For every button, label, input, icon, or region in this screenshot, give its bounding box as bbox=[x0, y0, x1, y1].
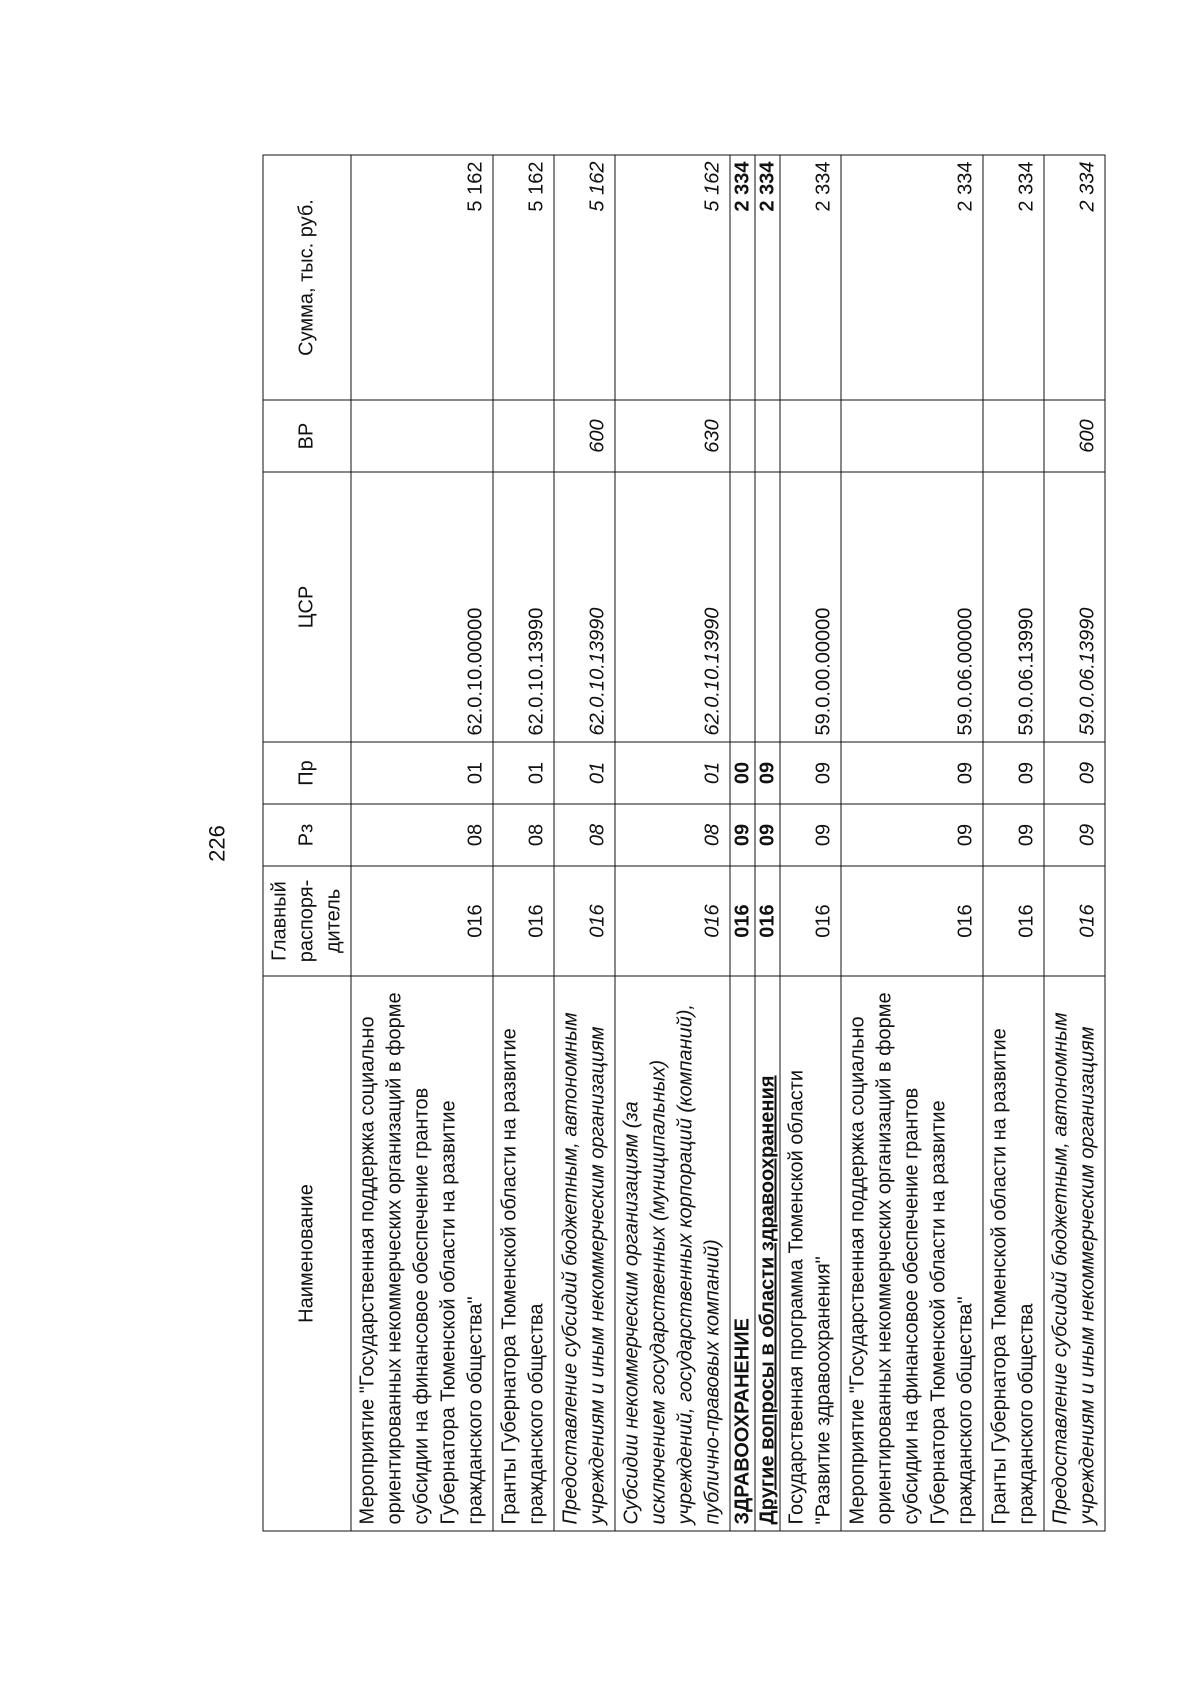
row-vr bbox=[841, 400, 983, 472]
row-rz: 08 bbox=[554, 804, 615, 866]
row-glav: 016 bbox=[493, 866, 554, 976]
row-name: Мероприятие "Государственная поддержка социально ориентированных некоммерческих организаций в форме субсидии на финансовое обеспечение грантов Губернатора Тюменской области на развитие гражданского общества" bbox=[351, 976, 493, 1531]
row-sum: 2 334 bbox=[755, 155, 780, 400]
row-rz: 09 bbox=[780, 804, 841, 866]
table-row bbox=[755, 155, 780, 1531]
table-row bbox=[493, 155, 554, 1531]
header-name: Наименование bbox=[263, 976, 351, 1531]
row-glav: 016 bbox=[554, 866, 615, 976]
row-pr: 01 bbox=[351, 742, 493, 804]
row-vr bbox=[351, 400, 493, 472]
row-rz: 09 bbox=[1044, 804, 1105, 866]
table-row bbox=[730, 155, 755, 1531]
table-row bbox=[615, 155, 730, 1531]
row-sum: 2 334 bbox=[780, 155, 841, 400]
row-vr bbox=[983, 400, 1044, 472]
table-row bbox=[841, 155, 983, 1531]
row-name: Гранты Губернатора Тюменской области на развитие гражданского общества bbox=[983, 976, 1044, 1531]
row-rz: 09 bbox=[730, 804, 755, 866]
row-name: Государственная программа Тюменской области "Развитие здравоохранения" bbox=[780, 976, 841, 1531]
row-rz: 09 bbox=[755, 804, 780, 866]
row-vr: 630 bbox=[615, 400, 730, 472]
row-csr: 59.0.00.00000 bbox=[780, 472, 841, 742]
table-row bbox=[983, 155, 1044, 1531]
row-csr: 59.0.06.00000 bbox=[841, 472, 983, 742]
page-number: 226 bbox=[204, 825, 230, 862]
header-sum: Сумма, тыс. руб. bbox=[263, 155, 351, 400]
row-csr bbox=[730, 472, 755, 742]
header-glav: Главный распоря-дитель bbox=[263, 866, 351, 976]
row-pr: 09 bbox=[780, 742, 841, 804]
row-rz: 08 bbox=[615, 804, 730, 866]
table-row bbox=[780, 155, 841, 1531]
row-glav: 016 bbox=[780, 866, 841, 976]
row-glav: 016 bbox=[983, 866, 1044, 976]
row-glav: 016 bbox=[351, 866, 493, 976]
row-pr: 09 bbox=[841, 742, 983, 804]
row-rz: 08 bbox=[351, 804, 493, 866]
row-pr: 01 bbox=[493, 742, 554, 804]
row-name bbox=[755, 976, 780, 1531]
row-rz: 08 bbox=[493, 804, 554, 866]
row-sum: 2 334 bbox=[1044, 155, 1105, 400]
row-csr: 62.0.10.13990 bbox=[493, 472, 554, 742]
table-row bbox=[554, 155, 615, 1531]
row-vr bbox=[780, 400, 841, 472]
row-vr: 600 bbox=[1044, 400, 1105, 472]
row-sum: 2 334 bbox=[841, 155, 983, 400]
row-csr: 59.0.06.13990 bbox=[1044, 472, 1105, 742]
row-pr: 01 bbox=[554, 742, 615, 804]
budget-table bbox=[263, 155, 1106, 1532]
row-vr: 600 bbox=[554, 400, 615, 472]
row-name: Предоставление субсидий бюджетным, автономным учреждениям и иным некоммерческим организациям bbox=[554, 976, 615, 1531]
header-csr: ЦСР bbox=[263, 472, 351, 742]
row-sum: 5 162 bbox=[615, 155, 730, 400]
row-name: Субсидии некоммерческим организациям (за исключением государственных (муниципальных) учреждений, государственных корпораций (компаний), публично-правовых компаний) bbox=[615, 976, 730, 1531]
row-sum: 2 334 bbox=[983, 155, 1044, 400]
row-name: ЗДРАВООХРАНЕНИЕ bbox=[730, 976, 755, 1531]
rotated-page bbox=[188, 124, 1099, 1564]
row-pr: 09 bbox=[983, 742, 1044, 804]
row-sum: 2 334 bbox=[730, 155, 755, 400]
row-vr bbox=[730, 400, 755, 472]
row-name: Мероприятие "Государственная поддержка социально ориентированных некоммерческих организаций в форме субсидии на финансовое обеспечение грантов Губернатора Тюменской области на развитие гражданского общества" bbox=[841, 976, 983, 1531]
row-name-text: Другие вопросы в области здравоохранения bbox=[756, 1075, 779, 1525]
row-csr bbox=[755, 472, 780, 742]
row-vr bbox=[755, 400, 780, 472]
table-row bbox=[351, 155, 493, 1531]
row-rz: 09 bbox=[841, 804, 983, 866]
row-pr: 09 bbox=[755, 742, 780, 804]
header-rz: Рз bbox=[263, 804, 351, 866]
row-glav: 016 bbox=[1044, 866, 1105, 976]
row-glav: 016 bbox=[841, 866, 983, 976]
row-glav: 016 bbox=[615, 866, 730, 976]
header-pr: Пр bbox=[263, 742, 351, 804]
row-name: Предоставление субсидий бюджетным, автономным учреждениям и иным некоммерческим организациям bbox=[1044, 976, 1105, 1531]
row-pr: 00 bbox=[730, 742, 755, 804]
row-csr: 62.0.10.13990 bbox=[615, 472, 730, 742]
row-vr bbox=[493, 400, 554, 472]
row-csr: 59.0.06.13990 bbox=[983, 472, 1044, 742]
row-csr: 62.0.10.13990 bbox=[554, 472, 615, 742]
row-sum: 5 162 bbox=[351, 155, 493, 400]
header-vr: ВР bbox=[263, 400, 351, 472]
row-pr: 09 bbox=[1044, 742, 1105, 804]
row-glav: 016 bbox=[730, 866, 755, 976]
row-sum: 5 162 bbox=[554, 155, 615, 400]
row-rz: 09 bbox=[983, 804, 1044, 866]
row-glav: 016 bbox=[755, 866, 780, 976]
table-header-row bbox=[263, 155, 351, 1531]
row-sum: 5 162 bbox=[493, 155, 554, 400]
table-row bbox=[1044, 155, 1105, 1531]
row-name: Гранты Губернатора Тюменской области на развитие гражданского общества bbox=[493, 976, 554, 1531]
row-pr: 01 bbox=[615, 742, 730, 804]
row-csr: 62.0.10.00000 bbox=[351, 472, 493, 742]
